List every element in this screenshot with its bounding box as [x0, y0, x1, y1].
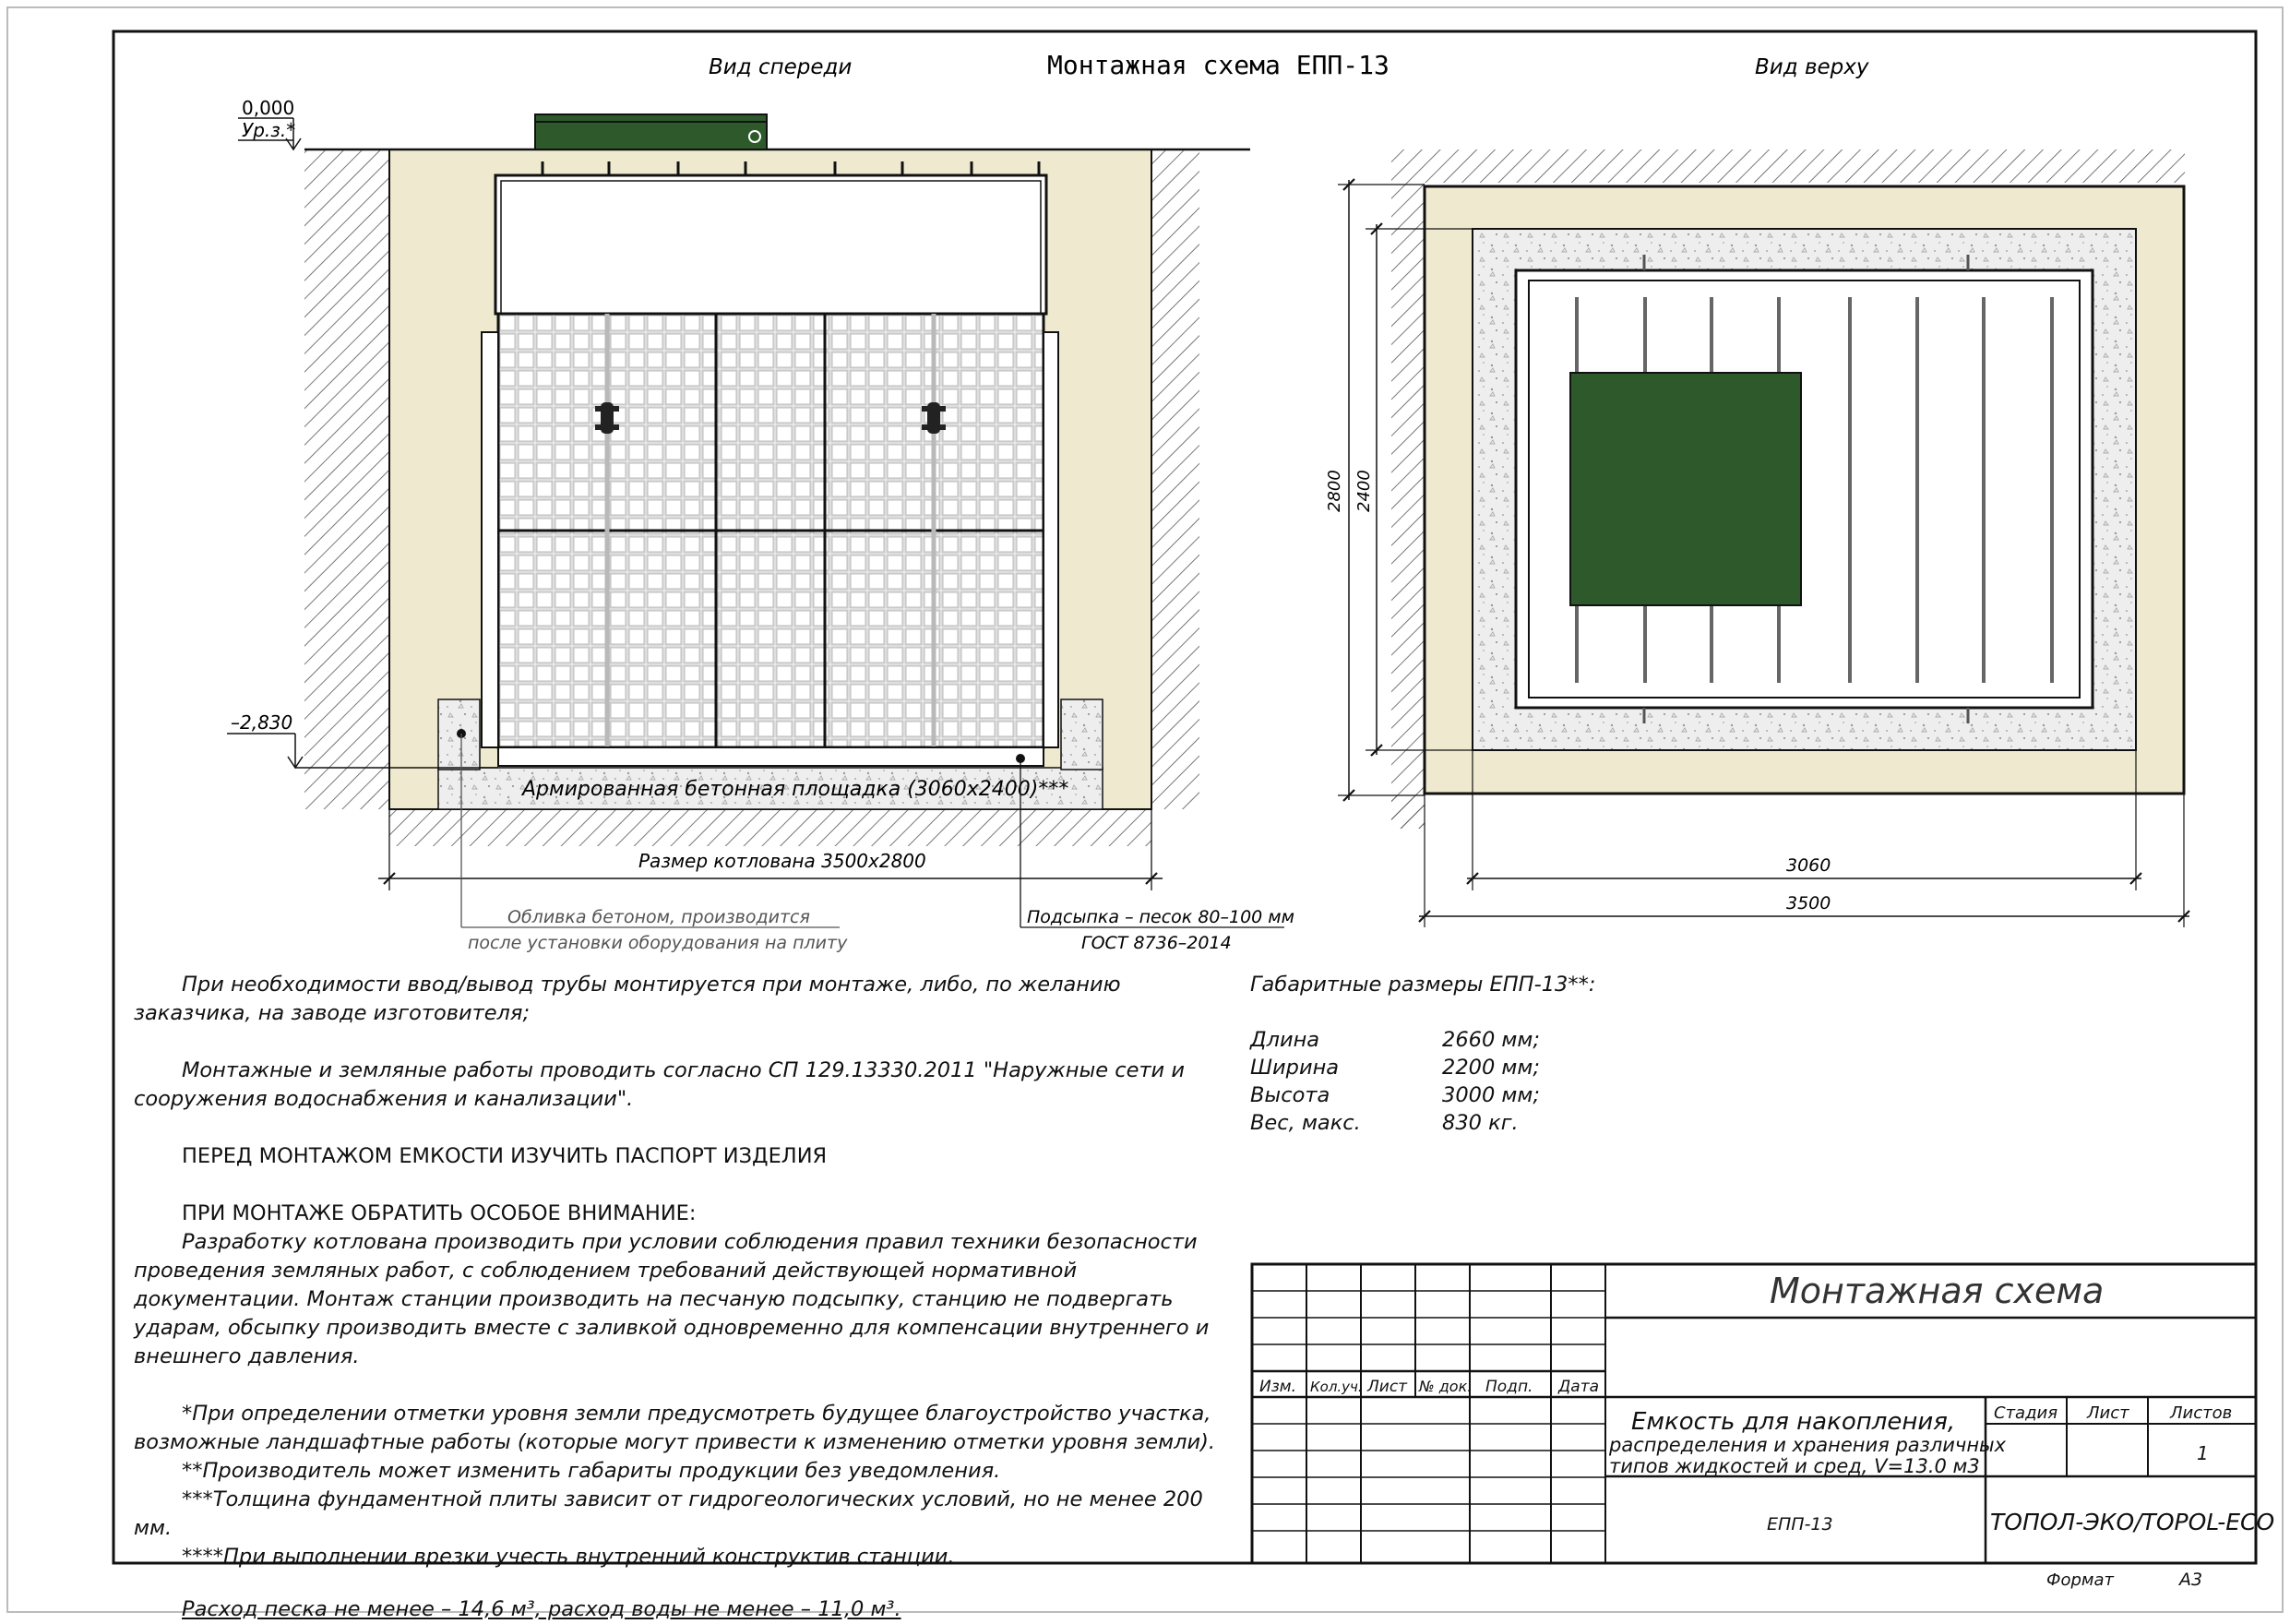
concrete-note-1: Обливка бетоном, производится [507, 907, 810, 927]
stamp-company: ТОПОЛ-ЭКО/TOPOL-ECO [1990, 1509, 2275, 1535]
front-view [227, 97, 1294, 953]
top-view [1325, 149, 2189, 927]
concrete-pour-right [1061, 699, 1103, 770]
footnote-2: **Производитель может изменить габариты продукции без уведомления. [182, 1459, 1001, 1483]
dim-value: 2660 мм; [1442, 1028, 1540, 1052]
stamp-sheet-label: Лист [2087, 1403, 2129, 1423]
tank-rib-left [482, 332, 498, 747]
dim-3500: 3500 [1786, 893, 1831, 914]
level-bottom: –2,830 [231, 711, 293, 734]
dim-2800: 2800 [1325, 470, 1344, 512]
dim-row [1250, 1081, 1595, 1109]
tank-base [498, 747, 1044, 766]
stamp-col-podp: Подп. [1485, 1378, 1533, 1396]
dim-value: 830 кг. [1442, 1111, 1519, 1135]
pit-size-label: Размер котлована 3500х2800 [638, 850, 926, 872]
sand-note-1: Подсыпка – песок 80–100 мм [1027, 907, 1294, 927]
stamp-sheets-label: Листов [2170, 1403, 2233, 1423]
dim-row [1250, 1109, 1595, 1137]
stamp-code: ЕПП-13 [1767, 1514, 1833, 1534]
sand-note-2: ГОСТ 8736–2014 [1081, 933, 1232, 953]
tank-lid-top [535, 114, 767, 122]
slab-label: Армированная бетонная площадка (3060х2400)*** [522, 778, 1069, 801]
stamp-title: Монтажная схема [1770, 1271, 2105, 1311]
dim-row [1250, 1054, 1595, 1081]
footnote-3: ***Толщина фундаментной плиты зависит от гидрогеологических условий, но не менее 200 мм. [134, 1487, 1203, 1540]
page-title: Монтажная схема ЕПП-13 [1047, 50, 1390, 80]
stamp-col-kolouch: Кол.уч. [1310, 1379, 1363, 1395]
note-attention-body: Разработку котлована производить при условии соблюдения правил техники безопасности проведения земляных работ, с соблюдением требований действующей нормативной документации. Монтаж станции производить на песчаную подсыпку, станцию не подвергать ударам, обсыпку производить вместе с заливкой одновременно для компенсации внутреннего и внешнего давления. [134, 1230, 1210, 1368]
dim-key: Вес, макс. [1250, 1111, 1361, 1135]
stamp-desc-2: распределения и хранения различных [1609, 1434, 2007, 1456]
soil-right [1151, 149, 1199, 809]
top-lid [1570, 373, 1801, 605]
format-value: А3 [2179, 1570, 2203, 1590]
soil-left [304, 149, 389, 809]
soil-bottom [389, 809, 1151, 846]
dim-2400: 2400 [1354, 470, 1374, 512]
note-standards: Монтажные и земляные работы проводить согласно СП 129.13330.2011 "Наружные сети и сооружения водоснабжения и канализации". [134, 1058, 1185, 1111]
consumption-note: Расход песка не менее – 14,6 м³, расход воды не менее – 11,0 м³. [182, 1597, 901, 1621]
dim-value: 3000 мм; [1442, 1083, 1540, 1107]
note-passport: ПЕРЕД МОНТАЖОМ ЕМКОСТИ ИЗУЧИТЬ ПАСПОРТ ИЗДЕЛИЯ [182, 1144, 828, 1168]
dimensions-heading: Габаритные размеры ЕПП-13**: [1250, 973, 1596, 997]
dim-key: Длина [1250, 1028, 1320, 1052]
stamp-sheets-value: 1 [2197, 1442, 2209, 1464]
stamp-desc-1: Емкость для накопления, [1631, 1408, 1956, 1436]
stamp-col-data: Дата [1558, 1378, 1600, 1396]
dim-value: 2200 мм; [1442, 1056, 1540, 1080]
stamp-desc-3: типов жидкостей и сред, V=13.0 м3 [1609, 1455, 1980, 1477]
dim-3060: 3060 [1786, 855, 1831, 876]
stamp-stage-label: Стадия [1994, 1403, 2058, 1423]
footnote-4: ****При выполнении врезки учесть внутренний конструктив станции. [182, 1545, 955, 1569]
level-zero: 0,000 [242, 97, 295, 119]
note-pipe: При необходимости ввод/вывод трубы монтируется при монтаже, либо, по желанию заказчика, на заводе изготовителя; [134, 973, 1121, 1025]
stamp-col-ndok: № док. [1419, 1378, 1473, 1395]
footnote-1: *При определении отметки уровня земли предусмотреть будущее благоустройство участка, возможные ландшафтные работы (которые могут привести к изменению отметки уровня земли). [134, 1402, 1216, 1454]
stamp-col-izm: Изм. [1259, 1378, 1296, 1396]
concrete-note-2: после установки оборудования на плиту [468, 933, 848, 953]
dim-key: Ширина [1250, 1056, 1340, 1080]
tank-upper [495, 175, 1046, 314]
dim-row [1250, 1026, 1595, 1054]
top-view-label: Вид верху [1755, 55, 1869, 79]
installation-notes [134, 971, 1218, 1624]
note-attention-head: ПРИ МОНТАЖЕ ОБРАТИТЬ ОСОБОЕ ВНИМАНИЕ: [182, 1201, 697, 1225]
stamp-col-list: Лист [1367, 1378, 1408, 1396]
format-label: Формат [2046, 1570, 2115, 1590]
level-zero-sub: Ур.з.* [242, 119, 296, 141]
dim-key: Высота [1250, 1083, 1330, 1107]
dimensions-block [1250, 971, 1595, 1137]
tank-rib-right [1044, 332, 1058, 747]
front-view-label: Вид спереди [709, 55, 853, 79]
